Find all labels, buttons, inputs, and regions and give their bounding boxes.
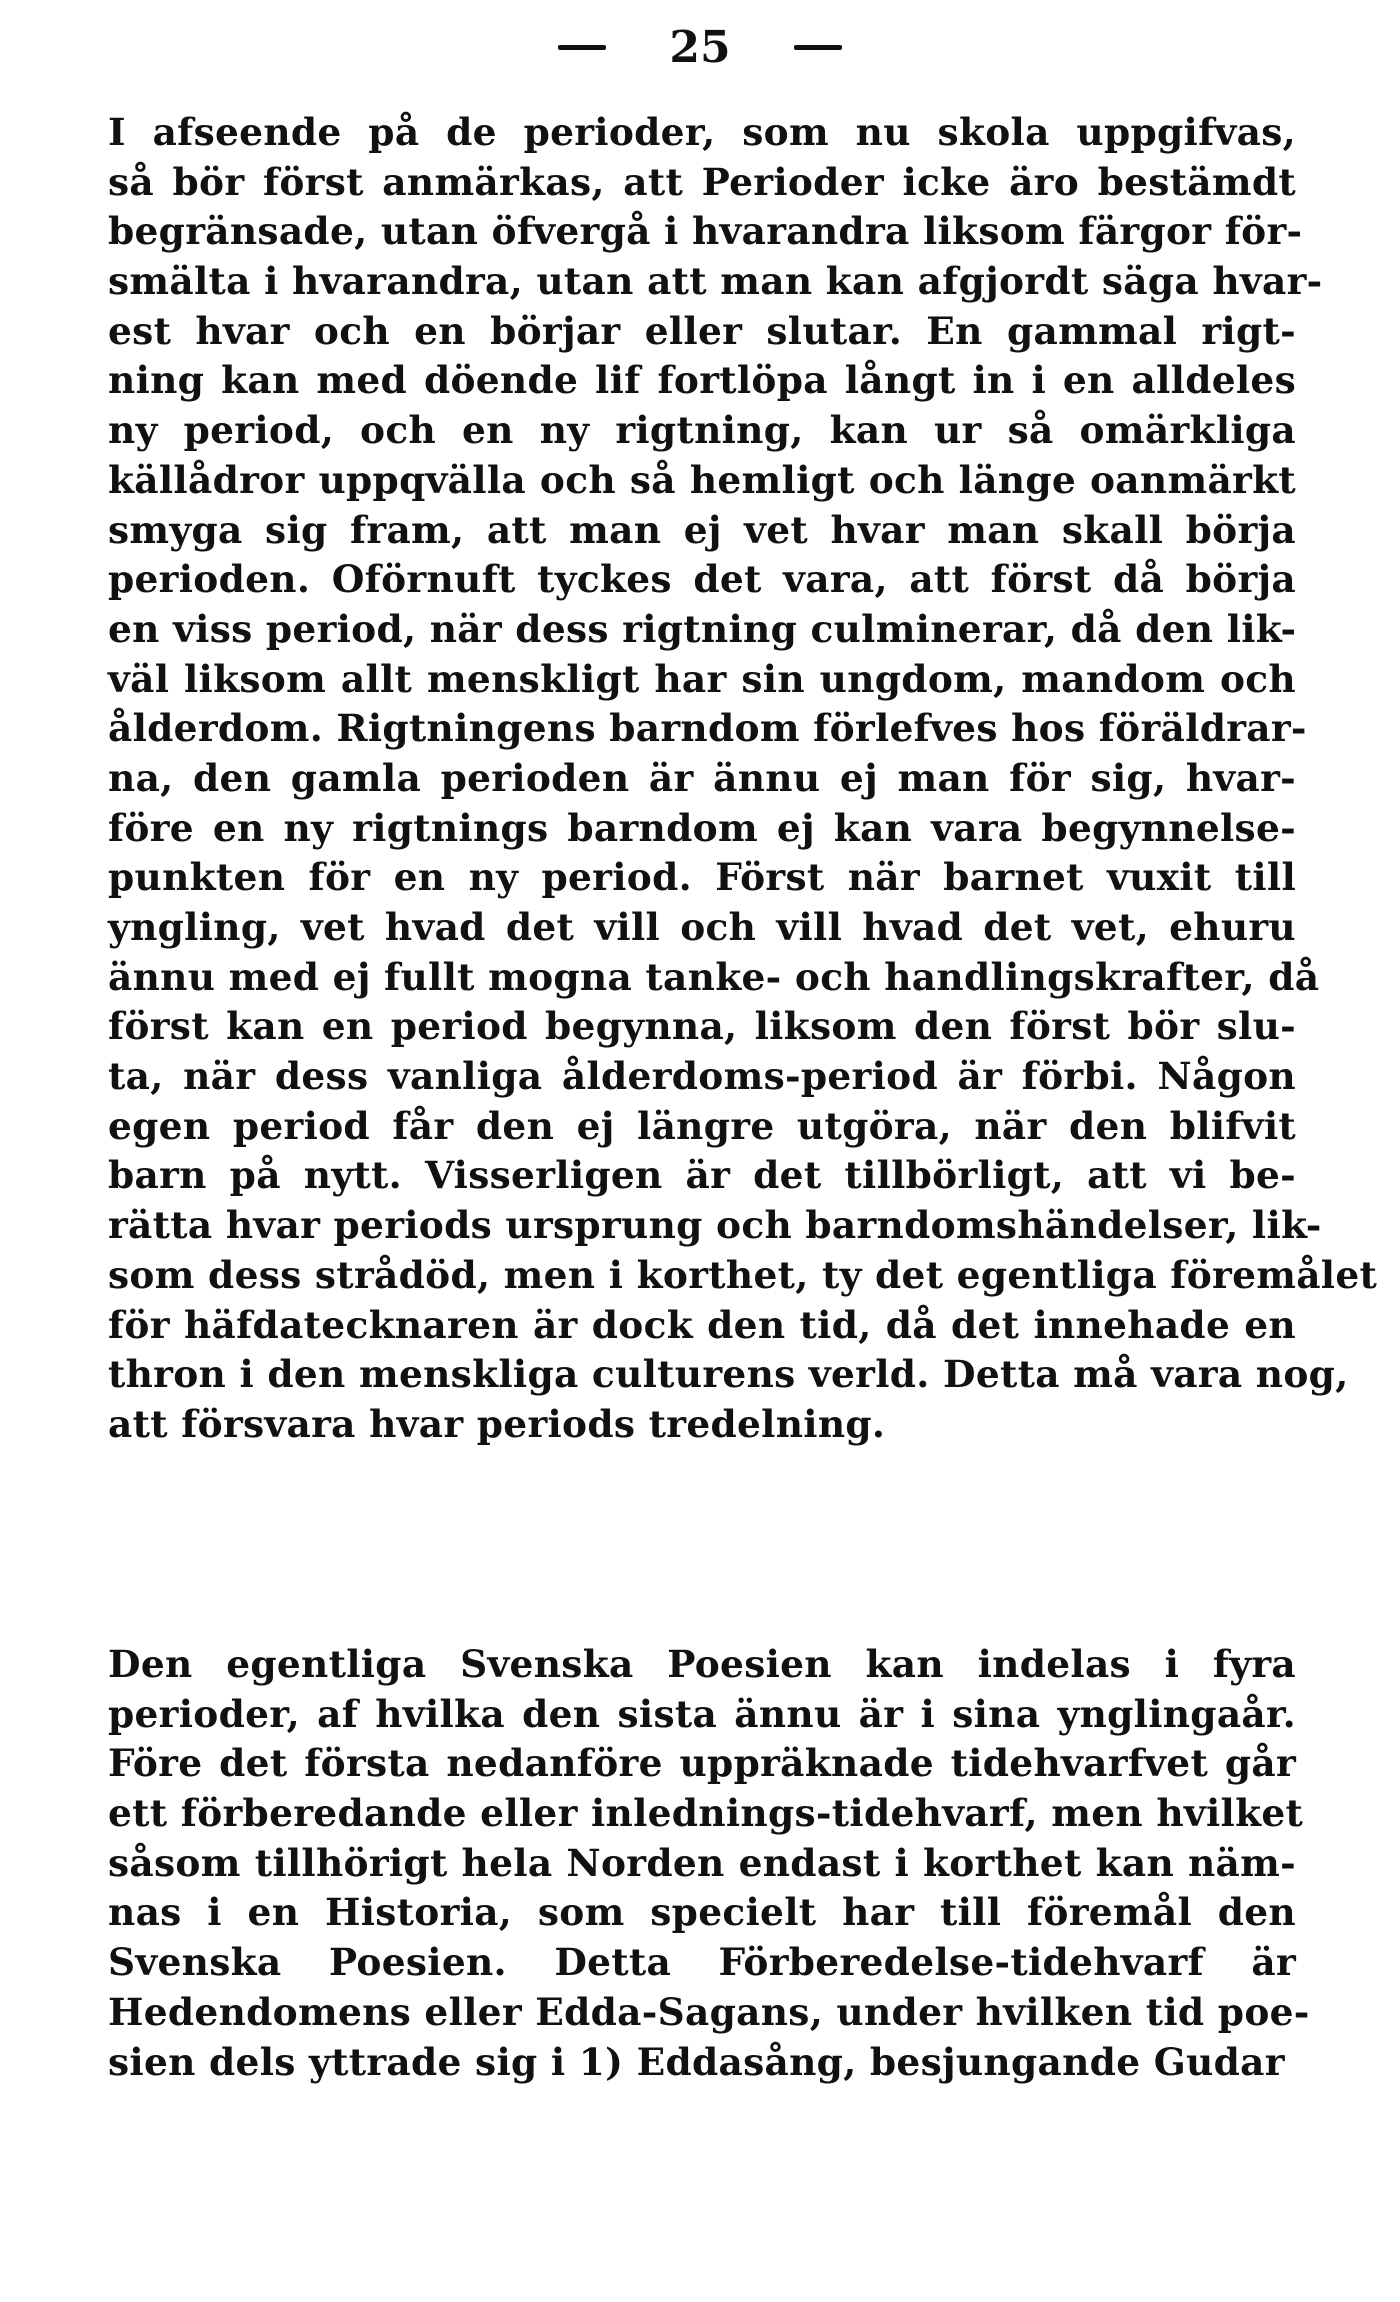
text-line: ta, när dess vanliga ålderdoms-period är förbi. Någon [108,1054,1296,1099]
header-ornament-left [558,45,606,50]
text-line: en viss period, när dess rigtning culminerar, då den lik- [108,606,1297,651]
text-line: thron i den menskliga culturens verld. Detta må vara nog, [108,1352,1349,1397]
text-line: punkten för en ny period. Först när barnet vuxit till [108,855,1296,900]
page-header [0,22,1400,82]
text-line: barn på nytt. Visserligen är det tillbörligt, att vi be- [108,1153,1296,1198]
text-line: Hedendomens eller Edda-Sagans, under hvilken tid poe- [108,1989,1310,2034]
text-line: Den egentliga Svenska Poesien kan indelas i fyra [108,1642,1296,1686]
page-number: 25 [669,22,731,73]
paragraph-swedish-poetry [108,1640,1310,2087]
text-line: perioder, af hvilka den sista ännu är i sina ynglingaår. [108,1691,1296,1736]
text-line: nas i en Historia, som specielt har till föremål den [108,1890,1296,1935]
text-line: yngling, vet hvad det vill och vill hvad det vet, ehuru [108,905,1296,949]
text-line: na, den gamla perioden är ännu ej man för sig, hvar- [108,755,1296,800]
text-line: perioden. Oförnuft tyckes det vara, att först då börja [108,557,1296,602]
text-line: att försvara hvar periods tredelning. [108,1401,886,1446]
text-line: först kan en period begynna, liksom den först bör slu- [108,1004,1296,1049]
text-line: egen period får den ej längre utgöra, när den blifvit [108,1103,1296,1148]
text-line: ännu med ej fullt mogna tanke- och handlingskrafter, då [108,954,1320,999]
text-line: Före det första nedanföre uppräknade tidehvarfvet går [108,1741,1296,1786]
text-line: ny period, och en ny rigtning, kan ur så omärkliga [108,408,1296,453]
text-line: så bör först anmärkas, att Perioder icke äro bestämdt [108,159,1296,204]
text-line: est hvar och en börjar eller slutar. En gammal rigt- [108,308,1296,353]
text-line: väl liksom allt menskligt har sin ungdom, mandom och [108,656,1296,701]
text-line: före en ny rigtnings barndom ej kan vara begynnelse- [108,805,1296,850]
text-line: för häfdatecknaren är dock den tid, då det innehade en [108,1302,1296,1347]
text-line: rätta hvar periods ursprung och barndomshändelser, lik- [108,1203,1322,1248]
text-line: smälta i hvarandra, utan att man kan afgjordt säga hvar- [108,259,1323,304]
text-line: smyga sig fram, att man ej vet hvar man skall börja [108,507,1296,552]
text-line: ålderdom. Rigtningens barndom förlefves hos föräldrar- [108,706,1307,751]
text-line: begränsade, utan öfvergå i hvarandra liksom färgor för- [108,209,1303,254]
text-line: ning kan med döende lif fortlöpa långt in i en alldeles [108,358,1296,403]
text-line: Svenska Poesien. Detta Förberedelse-tidehvarf är [108,1940,1296,1985]
text-line: såsom tillhörigt hela Norden endast i korthet kan näm- [108,1840,1296,1885]
paragraph-periods [108,108,1378,1450]
text-line: sien dels yttrade sig i 1) Eddasång, besjungande Gudar [108,2039,1285,2084]
text-line: som dess strådöd, men i korthet, ty det egentliga föremålet [108,1252,1378,1297]
text-line: källådror uppqvälla och så hemligt och länge oanmärkt [108,457,1296,502]
header-ornament-right [794,45,842,50]
text-line: ett förberedande eller inlednings-tidehvarf, men hvilket [108,1791,1304,1836]
text-line: I afseende på de perioder, som nu skola uppgifvas, [108,110,1296,154]
